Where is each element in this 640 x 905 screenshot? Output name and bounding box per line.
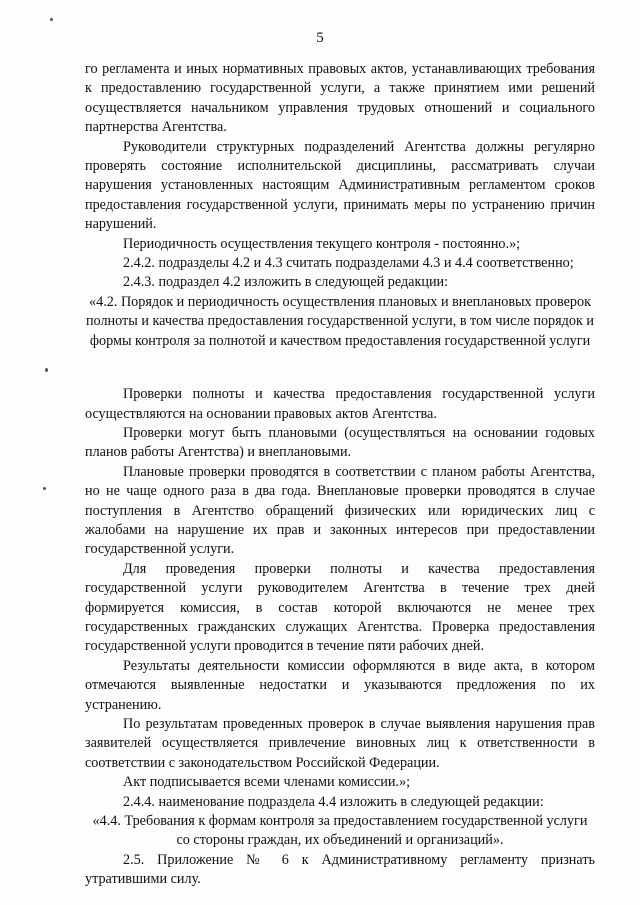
paragraph: 2.4.2. подразделы 4.2 и 4.3 считать подразделами 4.3 и 4.4 соответственно; — [123, 255, 574, 272]
paragraph: 2.4.4. наименование подраздела 4.4 изложить в следующей редакции: — [123, 793, 544, 810]
scan-speck — [43, 487, 46, 490]
paragraph: 2.4.3. подраздел 4.2 изложить в следующей редакции: — [123, 274, 449, 291]
section-heading: «4.2. Порядок и периодичность осуществления плановых и внеплановых проверок полноты и качества предоставления государственной услуги, в том числе порядок и формы контроля за полнотой и качеством предоставления государственной услуги — [85, 293, 595, 349]
paragraph: Плановые проверки проводятся в соответствии с планом работы Агентства, но не чаще одного раза в два года. Внеплановые проверки проводятся в случае поступления в Агентство обращений физических или юридических лиц с жалобами на нарушение их прав и законных интересов при предоставлении государственной услуги. — [85, 463, 595, 558]
page-number: 5 — [316, 30, 324, 46]
paragraph: Проверки полноты и качества предоставления государственной услуги осуществляются на основании правовых актов Агентства. — [85, 386, 595, 422]
paragraph: Для проведения проверки полноты и качества предоставления государственной услуги руководителем Агентства в течение трех дней формируется комиссия, в состав которой включаются не менее трех государственных гражданских служащих Агентства. Проверка предоставления государственной услуги проводится в течение пяти рабочих дней. — [85, 560, 595, 655]
scan-speck — [45, 368, 48, 372]
paragraph: Акт подписывается всеми членами комиссии.»; — [123, 774, 411, 791]
paragraph: Проверки могут быть плановыми (осуществляться на основании годовых планов работы Агентства) и внеплановыми. — [85, 424, 595, 461]
scan-speck — [50, 18, 53, 21]
document-body — [85, 60, 595, 890]
section-heading: «4.4. Требования к формам контроля за предоставлением государственной услуги со стороны граждан, их объединений и организаций». — [92, 813, 588, 849]
paragraph: Руководители структурных подразделений Агентства должны регулярно проверять состояние исполнительской дисциплины, рассматривать случаи нарушения установленных настоящим Административным регламентом сроков предоставления государственной услуги, принимать меры по устранению причин нарушений. — [85, 138, 595, 233]
paragraph: го регламента и иных нормативных правовых актов, устанавливающих требования к предоставлению государственной услуги, а также принятием ими решений осуществляется начальником управления трудовых отношений и социального партнерства Агентства. — [85, 61, 595, 136]
paragraph: Результаты деятельности комиссии оформляются в виде акта, в котором отмечаются выявленные недостатки и указываются предложения по их устранению. — [85, 657, 595, 713]
paragraph: По результатам проведенных проверок в случае выявления нарушения прав заявителей осуществляется привлечение виновных лиц к ответственности в соответствии с законодательством Российской Федерации. — [85, 716, 595, 771]
paragraph: 2.5. Приложение № 6 к Административному регламенту признать утратившими силу. — [85, 851, 595, 888]
paragraph: Периодичность осуществления текущего контроля - постоянно.»; — [123, 235, 521, 252]
